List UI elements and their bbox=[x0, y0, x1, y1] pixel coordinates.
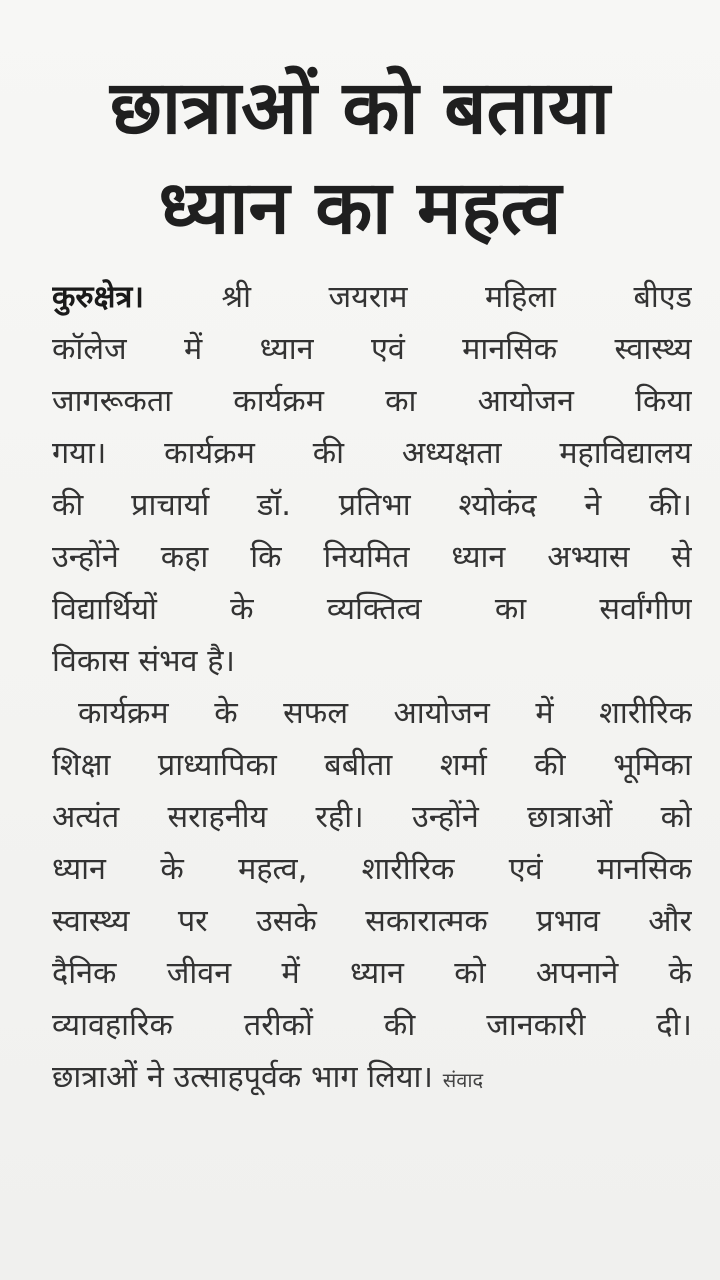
article-body bbox=[52, 272, 692, 1106]
article-line: की प्राचार्या डॉ. प्रतिभा श्योकंद ने की। bbox=[52, 488, 692, 523]
article-line: कार्यक्रम के सफल आयोजन में शारीरिक bbox=[78, 696, 692, 731]
article-line: गया। कार्यक्रम की अध्यक्षता महाविद्यालय bbox=[52, 436, 692, 471]
article-line: स्वास्थ्य पर उसके सकारात्मक प्रभाव और bbox=[52, 904, 692, 939]
dateline: कुरुक्षेत्र। bbox=[52, 280, 144, 315]
article-line: जागरूकता कार्यक्रम का आयोजन किया bbox=[52, 384, 692, 419]
headline bbox=[0, 58, 720, 258]
credit: संवाद bbox=[442, 1068, 484, 1092]
article-line: विद्यार्थियों के व्यक्तित्व का सर्वांगीण bbox=[52, 592, 692, 627]
article-line-text: श्री जयराम महिला बीएड bbox=[143, 280, 692, 315]
article-line: ध्यान के महत्व, शारीरिक एवं मानसिक bbox=[52, 852, 692, 887]
article-line: विकास संभव है। bbox=[52, 644, 235, 679]
article-line-text: छात्राओं ने उत्साहपूर्वक भाग लिया। bbox=[52, 1060, 433, 1095]
article-line: दैनिक जीवन में ध्यान को अपनाने के bbox=[52, 956, 692, 991]
headline-line-2: ध्यान का महत्व bbox=[158, 165, 562, 251]
article-line: कॉलेज में ध्यान एवं मानसिक स्वास्थ्य bbox=[52, 332, 692, 367]
headline-line-1: छात्राओं को बताया bbox=[110, 65, 610, 151]
article-line: अत्यंत सराहनीय रही। उन्होंने छात्राओं को bbox=[52, 800, 692, 835]
article-line: व्यावहारिक तरीकों की जानकारी दी। bbox=[52, 1008, 692, 1043]
article-line: उन्होंने कहा कि नियमित ध्यान अभ्यास से bbox=[52, 540, 692, 575]
article-line: शिक्षा प्राध्यापिका बबीता शर्मा की भूमिका bbox=[52, 748, 692, 783]
article-line bbox=[52, 1052, 692, 1106]
article-line bbox=[52, 272, 692, 324]
